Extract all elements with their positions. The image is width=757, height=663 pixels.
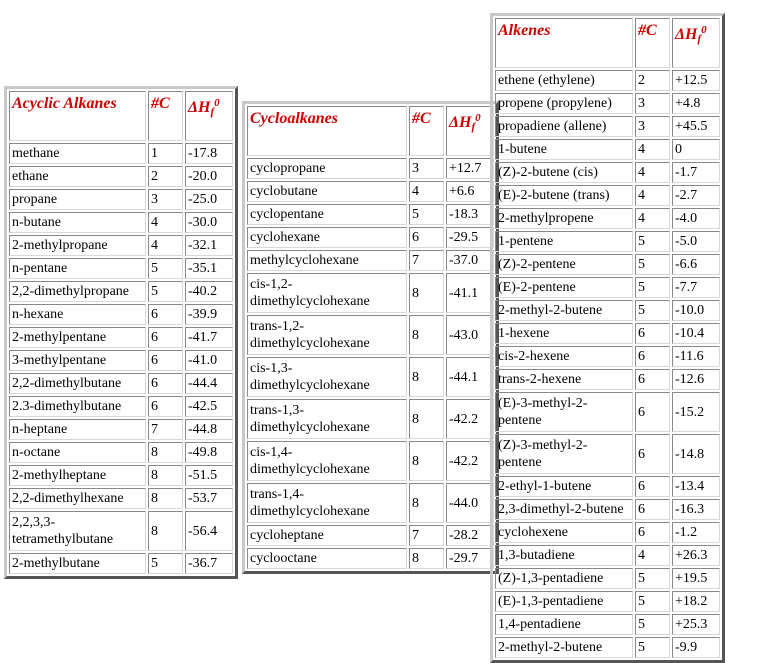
carbon-count-cell: 4 [635,162,670,183]
compound-name-cell: n-octane [9,442,146,463]
table-row [9,465,233,486]
table-row [247,483,494,523]
table-row [495,637,720,658]
table-row [9,258,233,279]
carbon-count-cell: 8 [409,483,444,523]
table-row [495,499,720,520]
table-row [9,281,233,302]
table-row [495,208,720,229]
compound-name-cell: 2,2,3,3-tetramethylbutane [9,511,146,551]
carbon-count-cell: 8 [409,548,444,569]
compound-name-cell: cyclopentane [247,204,407,225]
table-row [495,116,720,137]
alkenes-carbon-count-header: #C [635,18,670,68]
carbon-count-cell: 6 [635,499,670,520]
table-row [247,158,494,179]
enthalpy-cell: -5.0 [672,231,720,252]
enthalpy-cell: -44.0 [446,483,494,523]
enthalpy-cell: -51.5 [185,465,233,486]
enthalpy-cell: -20.0 [185,166,233,187]
compound-name-cell: cis-1,4-dimethylcyclohexane [247,441,407,481]
enthalpy-cell: -40.2 [185,281,233,302]
acyclic-title: Acyclic Alkanes [9,91,146,141]
enthalpy-cell: -44.8 [185,419,233,440]
enthalpy-cell: -44.1 [446,357,494,397]
enthalpy-cell: -13.4 [672,476,720,497]
carbon-count-cell: 6 [635,476,670,497]
carbon-count-cell: 8 [409,273,444,313]
compound-name-cell: cyclohexene [495,522,633,543]
compound-name-cell: cyclohexane [247,227,407,248]
compound-name-cell: 2-methylpentane [9,327,146,348]
carbon-count-cell: 8 [148,465,183,486]
carbon-count-cell: 7 [409,250,444,271]
carbon-count-cell: 5 [635,254,670,275]
table-row [495,369,720,390]
enthalpy-cell: -36.7 [185,553,233,574]
table-row [247,315,494,355]
carbon-count-cell: 6 [635,392,670,432]
enthalpy-cell: -11.6 [672,346,720,367]
carbon-count-cell: 3 [148,189,183,210]
acyclic-carbon-count-header: #C [148,91,183,141]
carbon-count-cell: 4 [148,235,183,256]
enthalpy-cell: -29.5 [446,227,494,248]
table-row [9,189,233,210]
enthalpy-cell: -10.4 [672,323,720,344]
compound-name-cell: 2-methylpropene [495,208,633,229]
carbon-count-cell: 5 [635,637,670,658]
compound-name-cell: 2-methylheptane [9,465,146,486]
carbon-count-cell: 3 [409,158,444,179]
compound-name-cell: ethene (ethylene) [495,70,633,91]
compound-name-cell: n-pentane [9,258,146,279]
compound-name-cell: n-heptane [9,419,146,440]
enthalpy-cell: -12.6 [672,369,720,390]
carbon-count-cell: 6 [635,323,670,344]
compound-name-cell: 2-ethyl-1-butene [495,476,633,497]
enthalpy-cell: -32.1 [185,235,233,256]
compound-name-cell: (E)-3-methyl-2-pentene [495,392,633,432]
compound-name-cell: cyclobutane [247,181,407,202]
carbon-count-cell: 8 [409,441,444,481]
table-row [247,399,494,439]
table-row [495,568,720,589]
table-row [9,553,233,574]
table-row [247,204,494,225]
compound-name-cell: ethane [9,166,146,187]
enthalpy-cell: -14.8 [672,434,720,474]
carbon-count-cell: 5 [635,591,670,612]
compound-name-cell: 1-pentene [495,231,633,252]
compound-name-cell: trans-2-hexene [495,369,633,390]
carbon-count-cell: 4 [409,181,444,202]
table-row [495,434,720,474]
table-row [495,231,720,252]
enthalpy-cell: +25.3 [672,614,720,635]
table-row [495,522,720,543]
enthalpy-cell: -4.0 [672,208,720,229]
cyclo-carbon-count-header: #C [409,106,444,156]
table-row [247,357,494,397]
cyclo-enthalpy-header: $\Delta H_f^0$ [446,106,494,156]
enthalpy-cell: -1.7 [672,162,720,183]
carbon-count-cell: 6 [148,373,183,394]
carbon-count-cell: 5 [409,204,444,225]
enthalpy-cell: -56.4 [185,511,233,551]
carbon-count-cell: 6 [148,327,183,348]
cyclo-title: Cycloalkanes [247,106,407,156]
compound-name-cell: (E)-2-butene (trans) [495,185,633,206]
table-row [9,442,233,463]
enthalpy-cell: -29.7 [446,548,494,569]
table-row [9,212,233,233]
alkenes-table [490,13,725,663]
enthalpy-cell: -2.7 [672,185,720,206]
acyclic-alkanes-table [4,86,238,579]
table-row [247,441,494,481]
table-row [495,614,720,635]
compound-name-cell: trans-1,3-dimethylcyclohexane [247,399,407,439]
carbon-count-cell: 8 [148,511,183,551]
compound-name-cell: (E)-1,3-pentadiene [495,591,633,612]
enthalpy-cell: -17.8 [185,143,233,164]
enthalpy-cell: +12.5 [672,70,720,91]
carbon-count-cell: 4 [635,185,670,206]
enthalpy-cell: -7.7 [672,277,720,298]
carbon-count-cell: 8 [409,399,444,439]
cycloalkanes-table [242,101,499,574]
compound-name-cell: n-hexane [9,304,146,325]
table-row [247,548,494,569]
enthalpy-cell: -43.0 [446,315,494,355]
compound-name-cell: 1-butene [495,139,633,160]
enthalpy-cell: +18.2 [672,591,720,612]
carbon-count-cell: 4 [635,545,670,566]
table-row [9,511,233,551]
enthalpy-cell: -6.6 [672,254,720,275]
enthalpy-cell: +19.5 [672,568,720,589]
alkenes-title: Alkenes [495,18,633,68]
enthalpy-cell: +26.3 [672,545,720,566]
enthalpy-cell: +4.8 [672,93,720,114]
carbon-count-cell: 6 [635,369,670,390]
enthalpy-cell: +12.7 [446,158,494,179]
compound-name-cell: (E)-2-pentene [495,277,633,298]
carbon-count-cell: 5 [148,258,183,279]
enthalpy-cell: -49.8 [185,442,233,463]
compound-name-cell: (Z)-1,3-pentadiene [495,568,633,589]
table-row [495,70,720,91]
table-row [9,488,233,509]
acyclic-enthalpy-header: $\Delta H_f^0$ [185,91,233,141]
carbon-count-cell: 4 [635,208,670,229]
carbon-count-cell: 8 [409,315,444,355]
compound-name-cell: 2-methylbutane [9,553,146,574]
carbon-count-cell: 3 [635,93,670,114]
carbon-count-cell: 5 [148,281,183,302]
enthalpy-cell: -41.1 [446,273,494,313]
compound-name-cell: n-butane [9,212,146,233]
enthalpy-cell: -1.2 [672,522,720,543]
table-row [9,350,233,371]
compound-name-cell: (Z)-2-butene (cis) [495,162,633,183]
compound-name-cell: trans-1,4-dimethylcyclohexane [247,483,407,523]
table-row [495,346,720,367]
enthalpy-cell: -41.7 [185,327,233,348]
carbon-count-cell: 6 [148,350,183,371]
enthalpy-cell: 0 [672,139,720,160]
carbon-count-cell: 1 [148,143,183,164]
enthalpy-cell: +45.5 [672,116,720,137]
table-row [9,166,233,187]
compound-name-cell: cis-1,2-dimethylcyclohexane [247,273,407,313]
alkenes-enthalpy-header: $\Delta H_f^0$ [672,18,720,68]
table-row [247,181,494,202]
compound-name-cell: 1-hexene [495,323,633,344]
enthalpy-cell: -10.0 [672,300,720,321]
carbon-count-cell: 6 [148,304,183,325]
table-row [9,373,233,394]
compound-name-cell: methane [9,143,146,164]
carbon-count-cell: 5 [635,568,670,589]
table-row [495,139,720,160]
compound-name-cell: cis-1,3-dimethylcyclohexane [247,357,407,397]
carbon-count-cell: 7 [148,419,183,440]
table-row [495,323,720,344]
compound-name-cell: 2,2-dimethylhexane [9,488,146,509]
table-row [9,419,233,440]
enthalpy-cell: -25.0 [185,189,233,210]
table-row [495,254,720,275]
carbon-count-cell: 3 [635,116,670,137]
compound-name-cell: methylcyclohexane [247,250,407,271]
enthalpy-cell: +6.6 [446,181,494,202]
enthalpy-cell: -42.2 [446,441,494,481]
carbon-count-cell: 6 [148,396,183,417]
carbon-count-cell: 6 [635,434,670,474]
compound-name-cell: propane [9,189,146,210]
compound-name-cell: propene (propylene) [495,93,633,114]
compound-name-cell: 2.3-dimethylbutane [9,396,146,417]
carbon-count-cell: 6 [635,346,670,367]
carbon-count-cell: 2 [635,70,670,91]
table-row [247,250,494,271]
carbon-count-cell: 5 [148,553,183,574]
enthalpy-cell: -28.2 [446,525,494,546]
table-row [495,392,720,432]
enthalpy-cell: -53.7 [185,488,233,509]
carbon-count-cell: 8 [148,442,183,463]
compound-name-cell: 2-methyl-2-butene [495,637,633,658]
compound-name-cell: cyclopropane [247,158,407,179]
carbon-count-cell: 5 [635,614,670,635]
compound-name-cell: 2-methyl-2-butene [495,300,633,321]
enthalpy-cell: -35.1 [185,258,233,279]
carbon-count-cell: 4 [635,139,670,160]
carbon-count-cell: 7 [409,525,444,546]
table-row [247,525,494,546]
table-row [9,327,233,348]
enthalpy-cell: -30.0 [185,212,233,233]
compound-name-cell: propadiene (allene) [495,116,633,137]
enthalpy-cell: -44.4 [185,373,233,394]
table-row [247,227,494,248]
table-row [9,304,233,325]
carbon-count-cell: 5 [635,277,670,298]
table-row [9,143,233,164]
compound-name-cell: 2,3-dimethyl-2-butene [495,499,633,520]
carbon-count-cell: 5 [635,300,670,321]
enthalpy-cell: -15.2 [672,392,720,432]
enthalpy-cell: -42.2 [446,399,494,439]
table-row [9,235,233,256]
enthalpy-cell: -42.5 [185,396,233,417]
compound-name-cell: 1,4-pentadiene [495,614,633,635]
compound-name-cell: 1,3-butadiene [495,545,633,566]
carbon-count-cell: 4 [148,212,183,233]
table-row [495,162,720,183]
table-row [495,591,720,612]
enthalpy-cell: -37.0 [446,250,494,271]
table-row [495,300,720,321]
enthalpy-cell: -9.9 [672,637,720,658]
table-row [9,396,233,417]
carbon-count-cell: 8 [409,357,444,397]
table-row [495,185,720,206]
compound-name-cell: (Z)-3-methyl-2-pentene [495,434,633,474]
table-row [495,93,720,114]
compound-name-cell: 2,2-dimethylbutane [9,373,146,394]
compound-name-cell: 2,2-dimethylpropane [9,281,146,302]
compound-name-cell: cis-2-hexene [495,346,633,367]
carbon-count-cell: 6 [635,522,670,543]
enthalpy-cell: -39.9 [185,304,233,325]
compound-name-cell: 2-methylpropane [9,235,146,256]
carbon-count-cell: 8 [148,488,183,509]
carbon-count-cell: 6 [409,227,444,248]
enthalpy-cell: -16.3 [672,499,720,520]
table-row [495,545,720,566]
table-row [247,273,494,313]
compound-name-cell: cyclooctane [247,548,407,569]
enthalpy-cell: -18.3 [446,204,494,225]
table-row [495,476,720,497]
carbon-count-cell: 2 [148,166,183,187]
compound-name-cell: 3-methylpentane [9,350,146,371]
carbon-count-cell: 5 [635,231,670,252]
compound-name-cell: trans-1,2-dimethylcyclohexane [247,315,407,355]
compound-name-cell: (Z)-2-pentene [495,254,633,275]
compound-name-cell: cycloheptane [247,525,407,546]
table-row [495,277,720,298]
enthalpy-cell: -41.0 [185,350,233,371]
